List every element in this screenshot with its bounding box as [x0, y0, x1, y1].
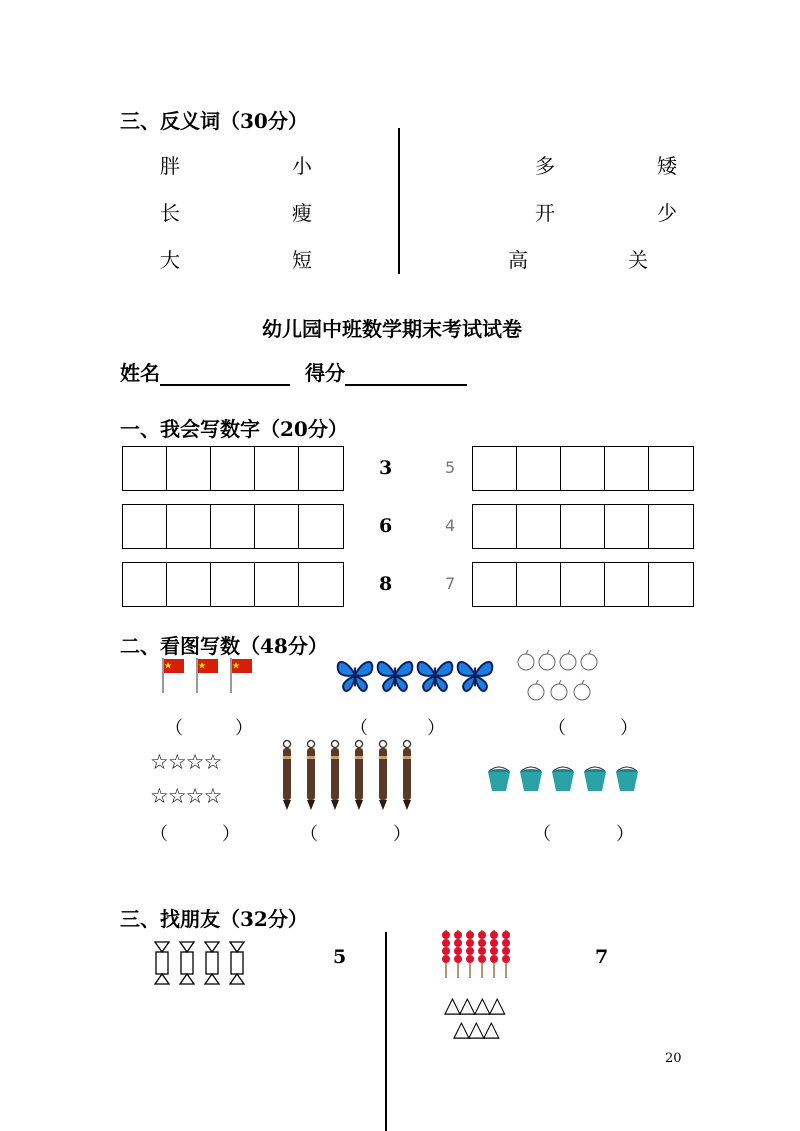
antonym-word: 高 [508, 248, 528, 272]
apple-outline-icon [528, 680, 544, 700]
triangles-row: △△△△ [444, 993, 504, 1018]
brushes-group [278, 738, 418, 812]
trace-number: 4 [445, 516, 456, 535]
section3-divider [385, 932, 387, 1131]
candied-haw-icon [490, 930, 498, 978]
answer-paren-open: （ [350, 718, 368, 739]
antonym-word: 关 [628, 248, 648, 272]
bucket-icon [549, 765, 577, 793]
butterfly-icon [456, 656, 494, 694]
apple-outline-icon [560, 650, 576, 670]
answer-paren-close: ） [616, 824, 634, 845]
antonym-word: 小 [292, 154, 312, 178]
antonym-word: 多 [535, 154, 555, 178]
candied-haw-icon [466, 930, 474, 978]
antonyms-heading: 三、反义词（30分） [120, 109, 308, 133]
candy-icon [180, 942, 194, 984]
apple-outline-icon [581, 650, 597, 670]
brush-icon [331, 741, 339, 811]
candied-haw-icon [454, 930, 462, 978]
candy-icon [155, 942, 169, 984]
match-number: 5 [333, 946, 347, 968]
answer-paren-close: ） [235, 718, 253, 739]
grid-number: 8 [379, 573, 393, 595]
apple-outline-icon [518, 650, 534, 670]
flag-icon [160, 656, 186, 694]
answer-paren-close: ） [620, 718, 638, 739]
antonym-word: 矮 [657, 154, 677, 178]
butterfly-icon [416, 656, 454, 694]
writing-grid[interactable] [472, 504, 694, 549]
writing-grid[interactable] [472, 562, 694, 607]
antonym-word: 开 [535, 201, 555, 225]
name-score-line [120, 357, 467, 386]
candied-haws-group [440, 928, 518, 980]
bucket-icon [581, 765, 609, 793]
trace-number: 5 [445, 458, 456, 477]
brush-icon [379, 741, 387, 811]
grid-number: 6 [379, 515, 393, 537]
writing-grid[interactable] [122, 446, 344, 491]
buckets-group [485, 765, 641, 793]
brush-icon [403, 741, 411, 811]
stars-row: ☆☆☆☆ [150, 750, 222, 774]
candy-icon [205, 942, 219, 984]
answer-paren-close: ） [222, 824, 240, 845]
apples-group [514, 648, 606, 706]
brush-icon [283, 741, 291, 811]
match-number: 7 [595, 946, 609, 968]
name-label: 姓名 [120, 361, 160, 385]
antonym-word: 长 [160, 201, 180, 225]
section2-heading: 二、看图写数（48分） [120, 634, 328, 658]
triangles-row: △△△ [453, 1017, 498, 1042]
antonym-word: 瘦 [292, 201, 312, 225]
section3-heading: 三、找朋友（32分） [120, 907, 308, 931]
candied-haw-icon [502, 930, 510, 978]
exam-title: 幼儿园中班数学期末考试试卷 [262, 317, 522, 341]
answer-paren-close: ） [393, 824, 411, 845]
candied-haw-icon [478, 930, 486, 978]
grid-number: 3 [379, 457, 393, 479]
apple-outline-icon [551, 680, 567, 700]
flags-group [160, 656, 254, 694]
writing-grid[interactable] [122, 562, 344, 607]
bucket-icon [613, 765, 641, 793]
writing-grid[interactable] [472, 446, 694, 491]
brush-icon [307, 741, 315, 811]
answer-paren-open: （ [165, 718, 183, 739]
antonym-word: 少 [657, 201, 677, 225]
page-number: 20 [665, 1051, 682, 1066]
score-blank[interactable] [345, 364, 467, 386]
antonym-word: 短 [292, 248, 312, 272]
bucket-icon [485, 765, 513, 793]
candied-haw-icon [442, 930, 450, 978]
brush-icon [355, 741, 363, 811]
butterflies-group [336, 656, 494, 694]
answer-paren-open: （ [548, 718, 566, 739]
apple-outline-icon [539, 650, 555, 670]
name-blank[interactable] [160, 364, 290, 386]
answer-paren-open: （ [150, 824, 168, 845]
trace-number: 7 [445, 574, 456, 593]
writing-grid[interactable] [122, 504, 344, 549]
score-label: 得分 [304, 361, 345, 385]
butterfly-icon [376, 656, 414, 694]
flag-icon [228, 656, 254, 694]
stars-row: ☆☆☆☆ [150, 784, 222, 808]
antonym-word: 胖 [160, 154, 180, 178]
answer-paren-close: ） [427, 718, 445, 739]
answer-paren-open: （ [533, 824, 551, 845]
flag-icon [194, 656, 220, 694]
antonyms-divider [398, 128, 400, 274]
antonym-word: 大 [160, 248, 180, 272]
section1-heading: 一、我会写数字（20分） [120, 417, 348, 441]
candy-icon [230, 942, 244, 984]
butterfly-icon [336, 656, 374, 694]
candies-group [152, 940, 248, 988]
bucket-icon [517, 765, 545, 793]
apple-outline-icon [574, 680, 590, 700]
answer-paren-open: （ [300, 824, 318, 845]
